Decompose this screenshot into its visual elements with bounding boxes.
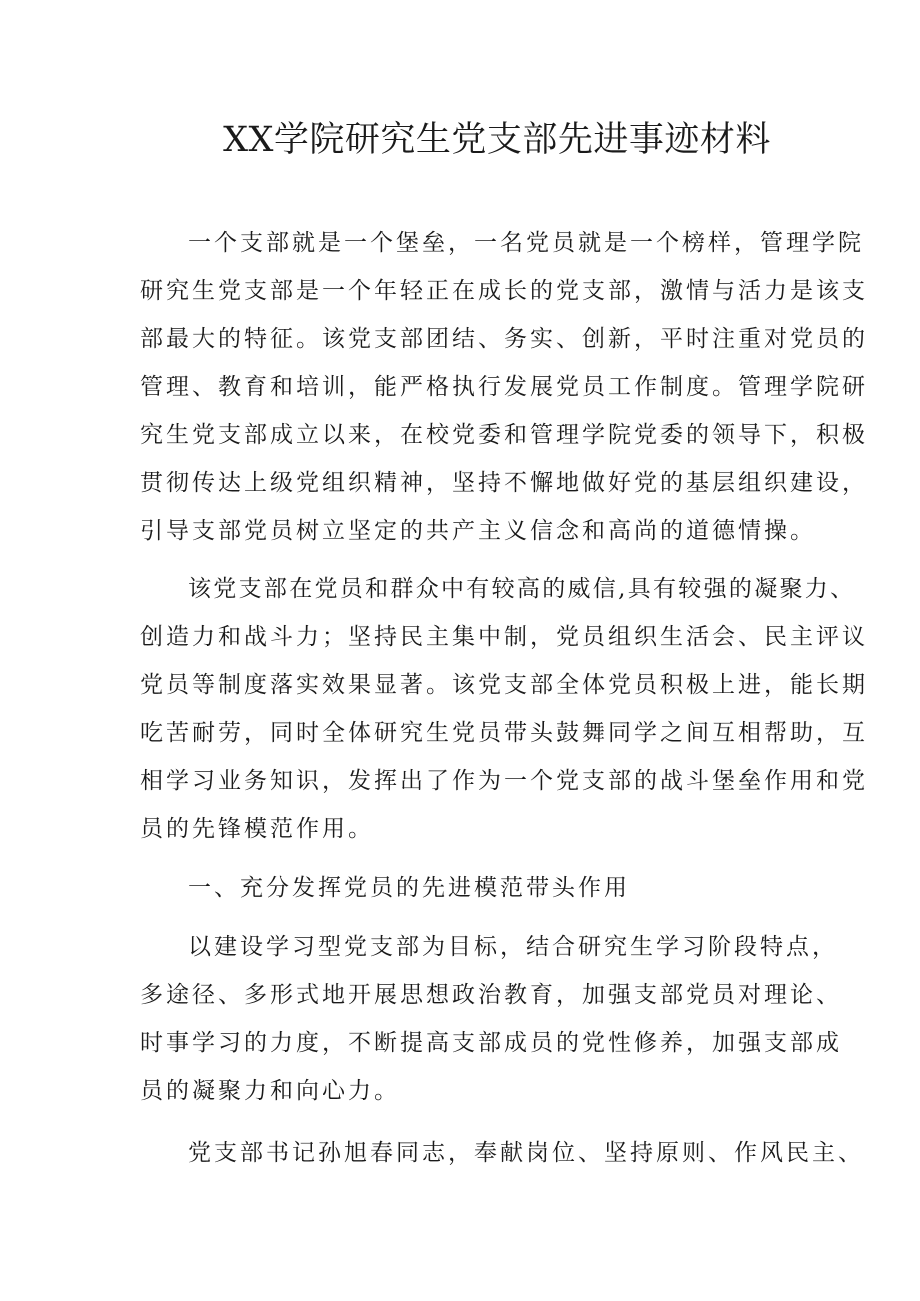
paragraph-3-line-4: 员的凝聚力和向心力。 xyxy=(140,1078,400,1104)
paragraph-2-line-5: 相学习业务知识，发挥出了作为一个党支部的战斗堡垒作用和党 xyxy=(140,768,868,794)
paragraph-1-line-7: 引导支部党员树立坚定的共产主义信念和高尚的道德情操。 xyxy=(140,518,816,544)
paragraph-2-line-1: 该党支部在党员和群众中有较高的威信,具有较强的凝聚力、 xyxy=(188,576,856,602)
paragraph-3-line-2: 多途径、多形式地开展思想政治教育，加强支部党员对理论、 xyxy=(140,982,842,1008)
paragraph-1-line-3: 部最大的特征。该党支部团结、务实、创新，平时注重对党员的 xyxy=(140,326,868,352)
paragraph-1-line-5: 究生党支部成立以来，在校党委和管理学院党委的领导下，积极 xyxy=(140,422,868,448)
paragraph-1-line-1: 一个支部就是一个堡垒，一名党员就是一个榜样，管理学院 xyxy=(188,230,864,256)
paragraph-2-line-4: 吃苦耐劳，同时全体研究生党员带头鼓舞同学之间互相帮助，互 xyxy=(140,720,868,746)
paragraph-3-line-1: 以建设学习型党支部为目标，结合研究生学习阶段特点， xyxy=(188,934,838,960)
paragraph-1-line-2: 研究生党支部是一个年轻正在成长的党支部，激情与活力是该支 xyxy=(140,278,868,304)
paragraph-2-line-2: 创造力和战斗力；坚持民主集中制，党员组织生活会、民主评议 xyxy=(140,624,868,650)
section-heading-1: 一、充分发挥党员的先进模范带头作用 xyxy=(188,875,630,901)
paragraph-1-line-6: 贯彻传达上级党组织精神，坚持不懈地做好党的基层组织建设， xyxy=(140,470,868,496)
paragraph-3-line-3: 时事学习的力度，不断提高支部成员的党性修养，加强支部成 xyxy=(140,1030,842,1056)
paragraph-4-line-1: 党支部书记孙旭春同志，奉献岗位、坚持原则、作风民主、 xyxy=(188,1140,864,1166)
paragraph-2-line-3: 党员等制度落实效果显著。该党支部全体党员积极上进，能长期 xyxy=(140,672,868,698)
document-title: XX学院研究生党支部先进事迹材料 xyxy=(223,120,771,160)
paragraph-2-line-6: 员的先锋模范作用。 xyxy=(140,816,374,842)
paragraph-1-line-4: 管理、教育和培训，能严格执行发展党员工作制度。管理学院研 xyxy=(140,374,868,400)
